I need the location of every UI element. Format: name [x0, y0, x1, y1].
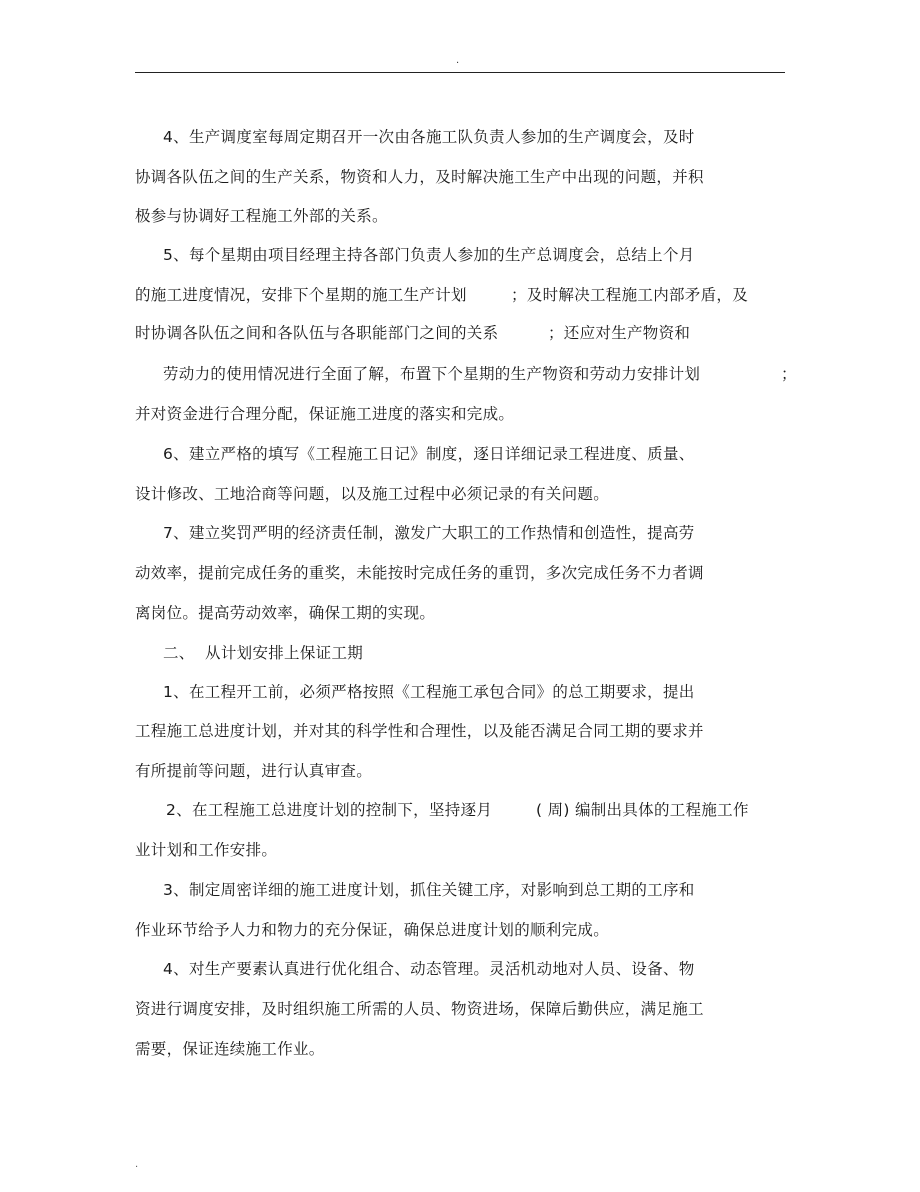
text-line: 业计划和工作安排。 [135, 841, 278, 859]
section-heading: 二、 从计划安排上保证工期 [163, 644, 364, 662]
text-line: 协调各队伍之间的生产关系，物资和人力，及时解决施工生产中出现的问题，并积 [135, 168, 704, 186]
text-line: 时协调各队伍之间和各队伍与各职能部门之间的关系 [135, 324, 499, 342]
text-line: 并对资金进行合理分配，保证施工进度的落实和完成。 [135, 405, 515, 423]
text-line: 资进行调度安排，及时组织施工所需的人员、物资进场，保障后勤供应，满足施工 [135, 1000, 704, 1018]
footer-mark: . [135, 1159, 139, 1170]
text-line: 1、在工程开工前，必须严格按照《工程施工承包合同》的总工期要求，提出 [163, 683, 695, 701]
header-rule [135, 72, 785, 73]
text-line: 需要，保证连续施工作业。 [135, 1040, 325, 1058]
text-line: ；还应对生产物资和 [548, 324, 691, 342]
text-line: 4、对生产要素认真进行优化组合、动态管理。灵活机动地对人员、设备、物 [163, 960, 695, 978]
text-line: ；及时解决工程施工内部矛盾，及 [511, 286, 749, 304]
text-line: 有所提前等问题，进行认真审查。 [135, 762, 373, 780]
text-line: 作业环节给予人力和物力的充分保证，确保总进度计划的顺利完成。 [135, 921, 610, 939]
header-mark: . [456, 55, 460, 66]
text-line: 离岗位。提高劳动效率，确保工期的实现。 [135, 604, 436, 622]
text-line: 极参与协调好工程施工外部的关系。 [135, 207, 388, 225]
text-line: 设计修改、工地洽商等问题，以及施工过程中必须记录的有关问题。 [135, 485, 610, 503]
text-line: 2、在工程施工总进度计划的控制下，坚持逐月 [166, 801, 493, 819]
text-line: ( 周) 编制出具体的工程施工作 [536, 801, 749, 819]
text-line: 3、制定周密详细的施工进度计划，抓住关键工序，对影响到总工期的工序和 [163, 881, 695, 899]
text-line: 5、每个星期由项目经理主持各部门负责人参加的生产总调度会，总结上个月 [163, 246, 695, 264]
text-line: ； [781, 365, 797, 383]
text-line: 动效率，提前完成任务的重奖，未能按时完成任务的重罚，多次完成任务不力者调 [135, 564, 704, 582]
text-line: 劳动力的使用情况进行全面了解，布置下个星期的生产物资和劳动力安排计划 [163, 365, 701, 383]
text-line: 6、建立严格的填写《工程施工日记》制度，逐日详细记录工程进度、质量、 [163, 445, 695, 463]
text-line: 工程施工总进度计划，并对其的科学性和合理性，以及能否满足合同工期的要求并 [135, 722, 704, 740]
text-line: 4、生产调度室每周定期召开一次由各施工队负责人参加的生产调度会，及时 [163, 128, 695, 146]
text-line: 的施工进度情况，安排下个星期的施工生产计划 [135, 286, 467, 304]
text-line: 7、建立奖罚严明的经济责任制，激发广大职工的工作热情和创造性，提高劳 [163, 524, 695, 542]
